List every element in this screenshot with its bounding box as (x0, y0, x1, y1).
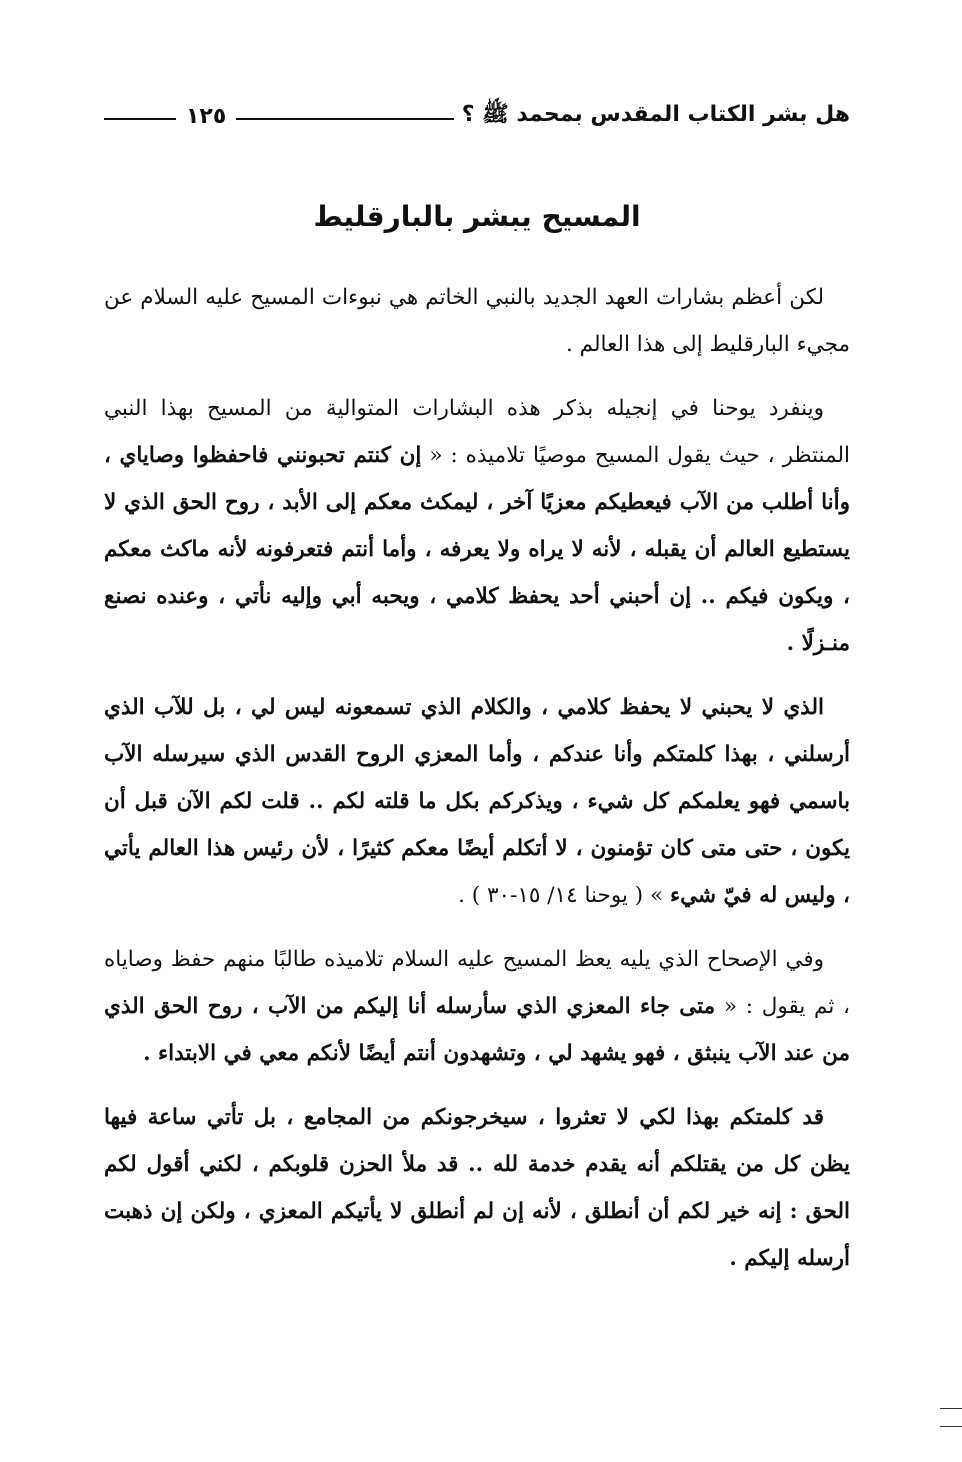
quoted-text: إن كنتم تحبونني فاحفظوا وصاياي ، وأنا أطلب من الآب فيعطيكم معزيًا آخر ، ليمكث معكم إلى الأبد ، روح الحق الذي لا يستطيع العالم أن يقبله ، لأنه لا يراه ولا يعرفه ، وأما أنتم فتعرفونه لأنه ماكث معكم ، ويكون فيكم .. إن أحبني أحد يحفظ كلامي ، ويحبه أبي وإليه نأتي ، وعنده نصنع منـزلًا . (104, 443, 850, 656)
paragraph-5 (104, 1094, 850, 1282)
paragraph-text: وينفرد يوحنا في إنجيله بذكر هذه البشارات المتوالية من المسيح بهذا النبي المنتظر ، حيث يقول المسيح موصيًا تلاميذه : « (104, 396, 850, 468)
paragraph-2 (104, 385, 850, 667)
citation: » ( يوحنا ١٤/ ١٥-٣٠ ) . (458, 883, 670, 908)
paragraph-1 (104, 274, 850, 368)
paragraph-4 (104, 936, 850, 1077)
running-title: هل بشر الكتاب المقدس بمحمد ﷺ ؟ (461, 102, 850, 127)
header-rule-end (104, 118, 176, 120)
quoted-text: الذي لا يحبني لا يحفظ كلامي ، والكلام الذي تسمعونه ليس لي ، بل للآب الذي أرسلني ، بهذا كلمتكم وأنا عندكم ، وأما المعزي الروح القدس الذي سيرسله الآب باسمي فهو يعلمكم كل شيء ، ويذكركم بكل ما قلته لكم .. قلت لكم الآن قبل أن يكون ، حتى متى كان تؤمنون ، لا أتكلم أيضًا معكم كثيرًا ، لأن رئيس هذا العالم يأتي ، وليس له فيّ شيء (104, 695, 850, 908)
body-text (104, 274, 850, 1299)
margin-mark (940, 1408, 962, 1409)
paragraph-text: لكن أعظم بشارات العهد الجديد بالنبي الخاتم هي نبوءات المسيح عليه السلام عن مجيء البارقليط إلى هذا العالم . (104, 285, 850, 357)
header-rule (236, 118, 453, 120)
margin-mark (940, 1426, 962, 1427)
quoted-text: قد كلمتكم بهذا لكي لا تعثروا ، سيخرجونكم من المجامع ، بل تأتي ساعة فيها يظن كل من يقتلكم أنه يقدم خدمة لله .. قد ملأ الحزن قلوبكم ، لكني أقول لكم الحق : إنه خير لكم أن أنطلق ، لأنه إن لم أنطلق لا يأتيكم المعزي ، ولكن إن ذهبت أرسله إليكم . (104, 1105, 850, 1271)
paragraph-3 (104, 684, 850, 919)
quoted-text: متى جاء المعزي الذي سأرسله أنا إليكم من الآب ، روح الحق الذي من عند الآب ينبثق ، فهو يشهد لي ، وتشهدون أنتم أيضًا لأنكم معي في الابتداء . (104, 994, 850, 1066)
page-number: ١٢٥ (186, 103, 227, 129)
paragraph-text: وفي الإصحاح الذي يليه يعظ المسيح عليه السلام تلاميذه طالبًا منهم حفظ وصاياه ، ثم يقول : « (104, 947, 850, 1019)
section-heading: المسيح يبشر بالبارقليط (313, 200, 641, 233)
running-header (104, 96, 850, 136)
